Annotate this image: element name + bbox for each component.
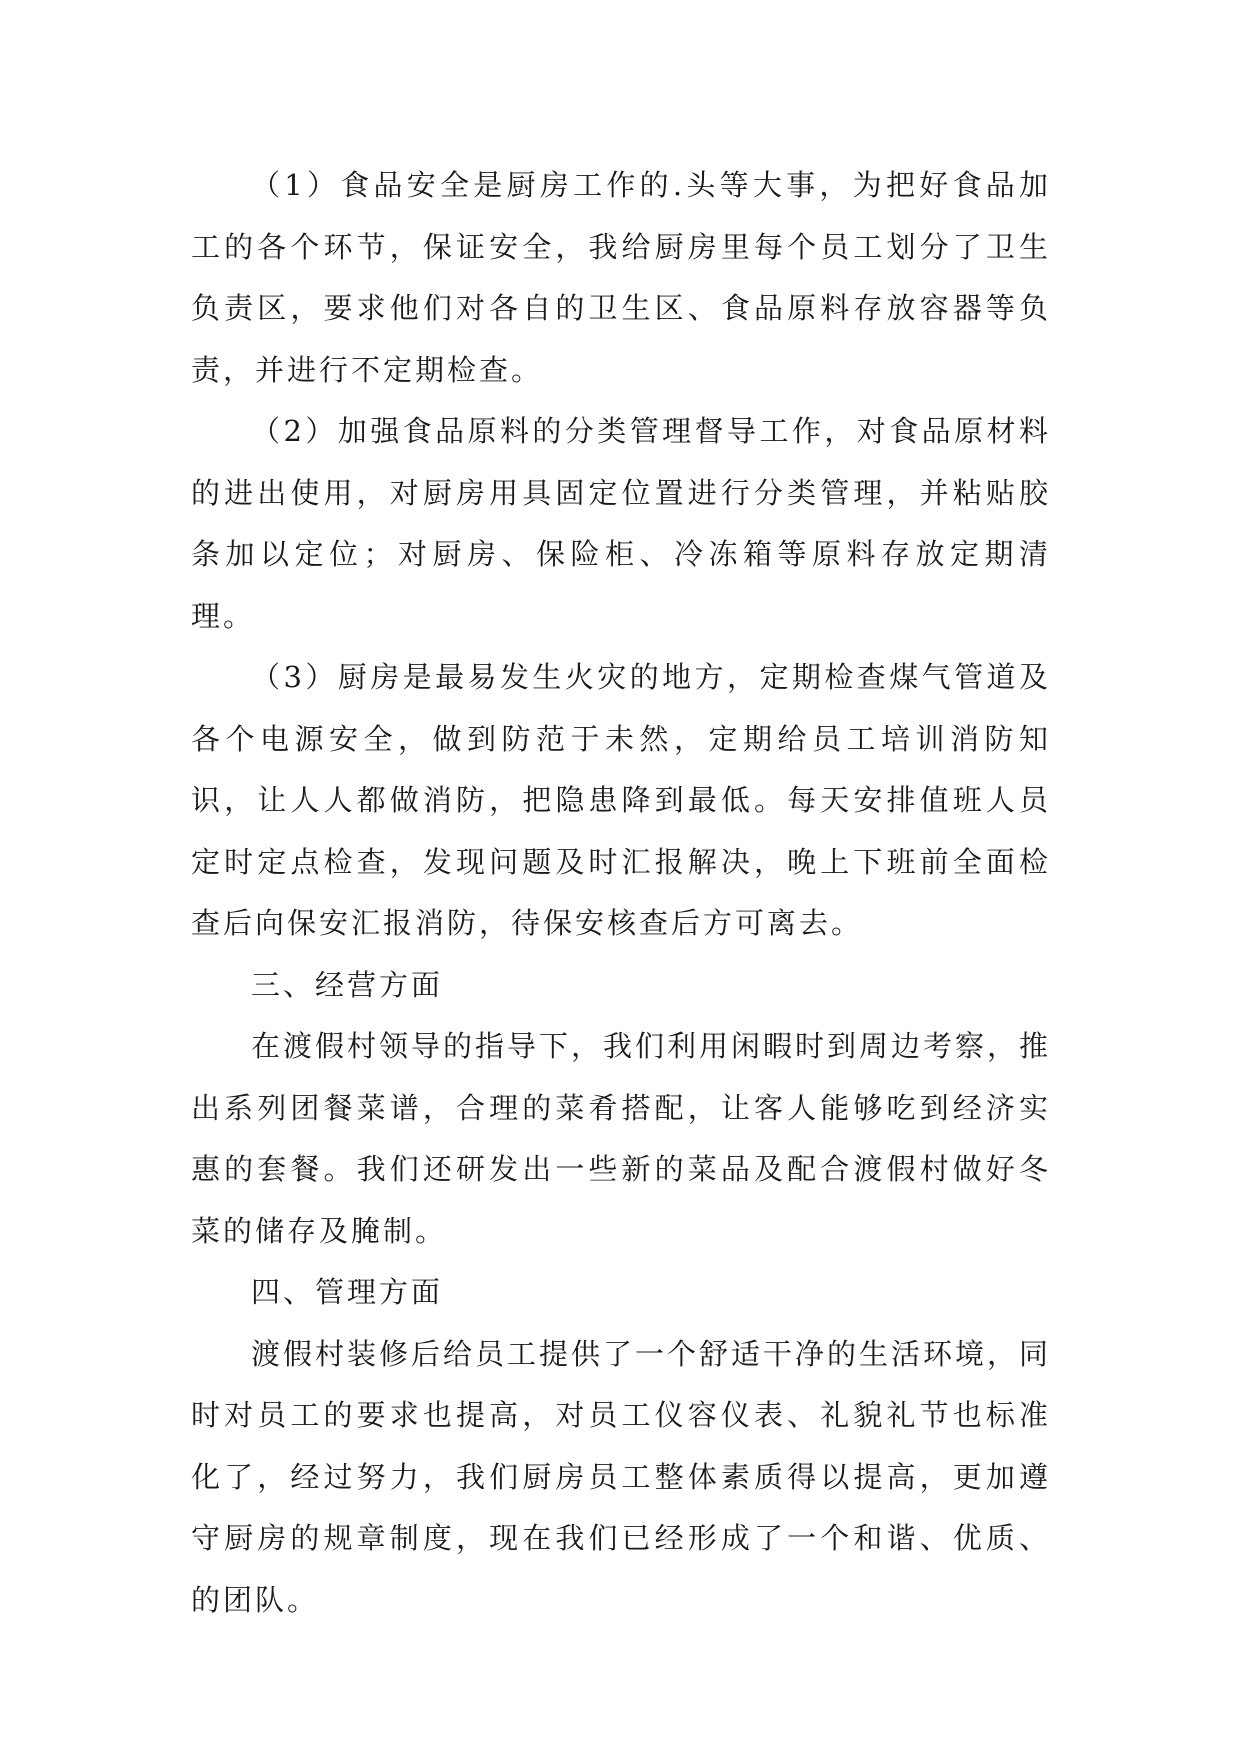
paragraph-ingredient-management: （2）加强食品原料的分类管理督导工作，对食品原材料的进出使用，对厨房用具固定位置进行分类管理，并粘贴胶条加以定位；对厨房、保险柜、冷冻箱等原料存放定期清理。 [191, 414, 1051, 633]
section-heading-management: 四、管理方面 [251, 1275, 444, 1309]
paragraph-food-safety: （1）食品安全是厨房工作的.头等大事，为把好食品加工的各个环节，保证安全，我给厨房里每个员工划分了卫生负责区，要求他们对各自的卫生区、食品原料存放容器等负责，并进行不定期检查。 [191, 168, 1051, 387]
section-heading-operations: 三、经营方面 [251, 967, 444, 1002]
paragraph-fire-safety: （3）厨房是最易发生火灾的地方，定期检查煤气管道及各个电源安全，做到防范于未然，定期给员工培训消防知识，让人人都做消防，把隐患降到最低。每天安排值班人员定时定点检查，发现问题及时汇报解决，晚上下班前全面检查后向保安汇报消防，待保安核查后方可离去。 [191, 660, 1051, 940]
document-body [191, 155, 1051, 1631]
paragraph-operations: 在渡假村领导的指导下，我们利用闲暇时到周边考察，推出系列团餐菜谱，合理的菜肴搭配，让客人能够吃到经济实惠的套餐。我们还研发出一些新的菜品及配合渡假村做好冬菜的储存及腌制。 [191, 1029, 1052, 1248]
paragraph-management: 渡假村装修后给员工提供了一个舒适干净的生活环境，同时对员工的要求也提高，对员工仪容仪表、礼貌礼节也标准化了，经过努力，我们厨房员工整体素质得以提高，更加遵守厨房的规章制度，现在我们已经形成了一个和谐、优质、的团队。 [191, 1336, 1052, 1617]
